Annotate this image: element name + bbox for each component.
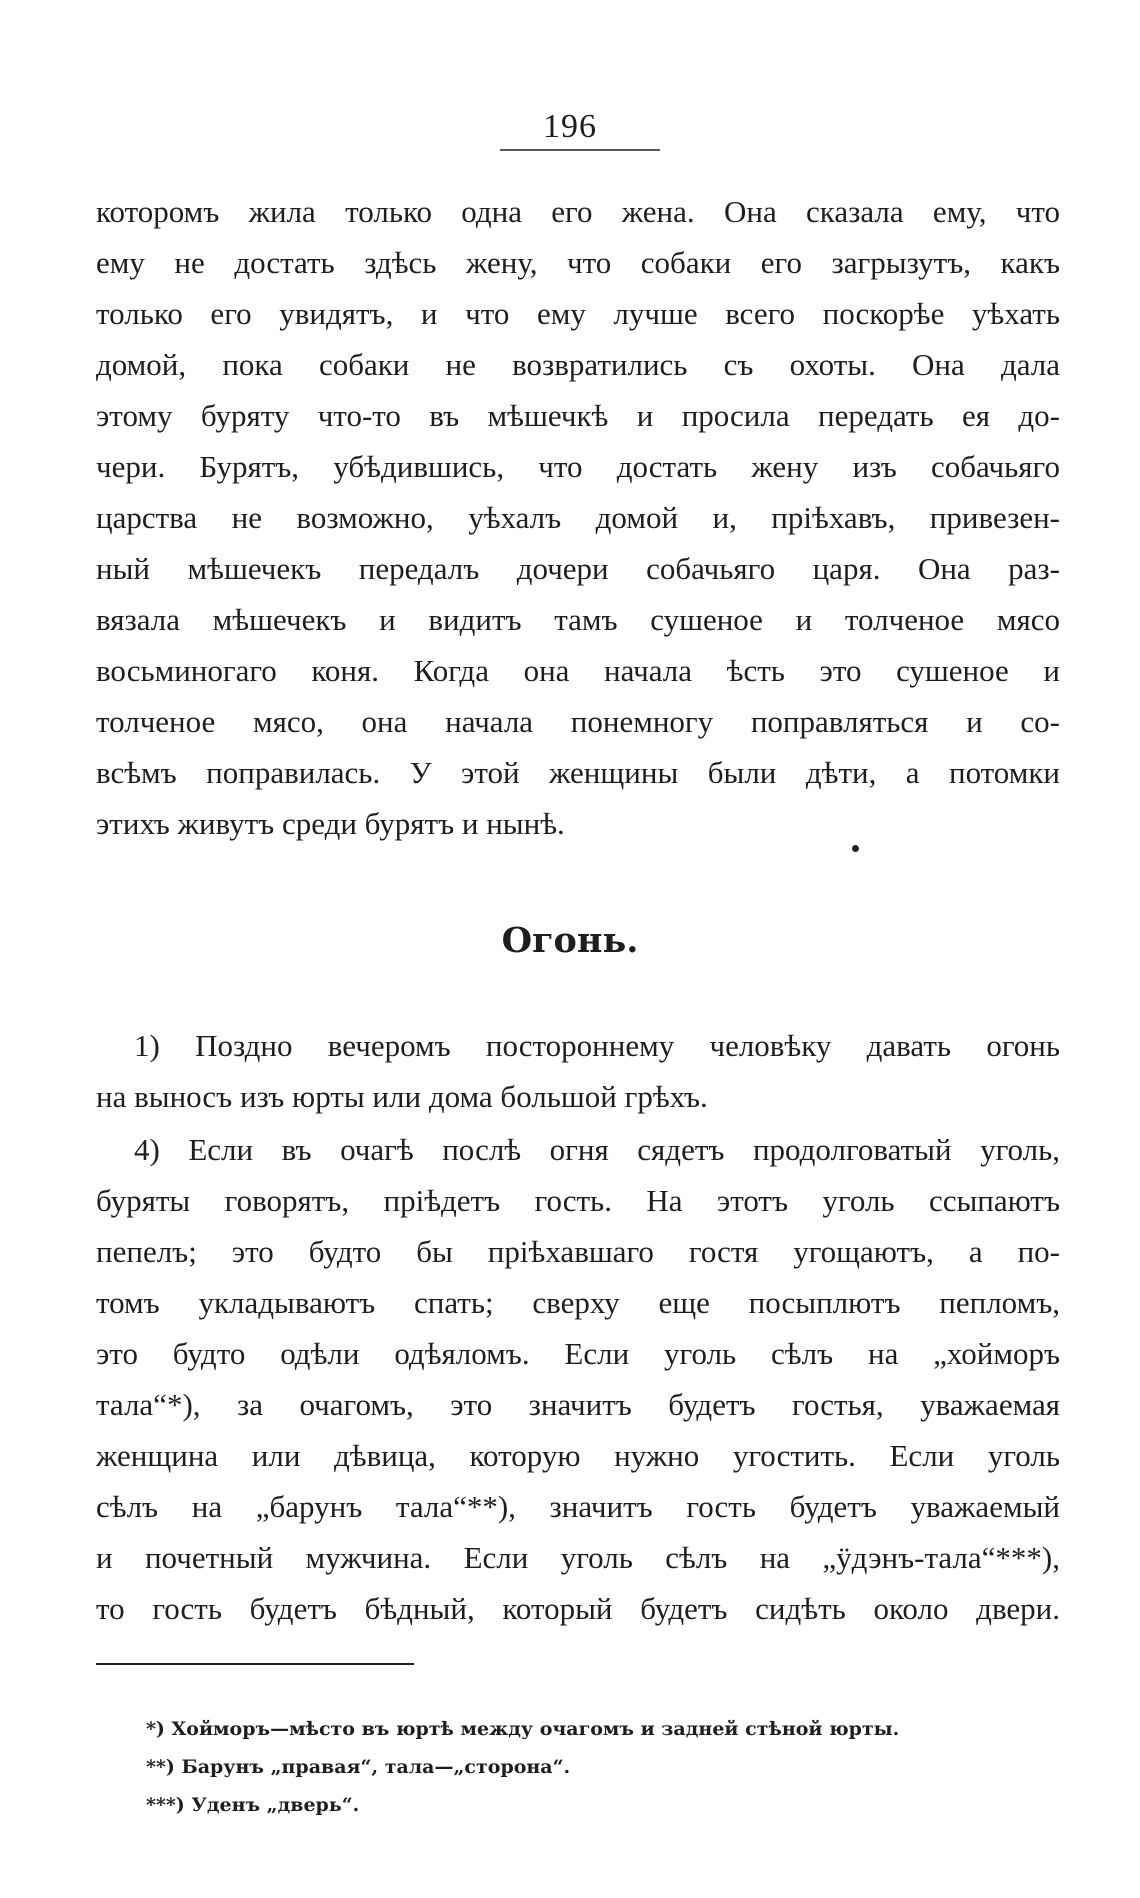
text-line: тала“*), за очагомъ, это значитъ будетъ гостья, уважаемая xyxy=(96,1387,1060,1422)
text-line: вязала мѣшечекъ и видитъ тамъ сушеное и толченое мясо xyxy=(96,602,1060,637)
text-line: толченое мясо, она начала понемногу поправляться и со- xyxy=(96,704,1060,739)
text-line: чери. Бурятъ, убѣдившись, что достать жену изъ собачьяго xyxy=(96,449,1060,484)
text-line: пепелъ; это будто бы пріѣхавшаго гостя угощаютъ, а по- xyxy=(96,1234,1060,1269)
paragraph-item-1 xyxy=(96,1020,1060,1122)
text-line: только его увидятъ, и что ему лучше всего поскорѣе уѣхать xyxy=(96,296,1060,331)
page-number-rule xyxy=(500,149,660,151)
text-line: этому буряту что-то въ мѣшечкѣ и просила передать ея до- xyxy=(96,398,1060,433)
footnotes xyxy=(146,1710,1046,1824)
text-line: восьминогаго коня. Когда она начала ѣсть это сушеное и xyxy=(96,653,1060,688)
text-line: царства не возможно, уѣхалъ домой и, пріѣхавъ, привезен- xyxy=(96,500,1060,535)
text-line: ный мѣшечекъ передалъ дочери собачьяго царя. Она раз- xyxy=(96,551,1060,586)
page-number: 196 xyxy=(543,108,597,145)
text-line: домой, пока собаки не возвратились съ охоты. Она дала xyxy=(96,347,1060,382)
text-line: женщина или дѣвица, которую нужно угостить. Если уголь xyxy=(96,1438,1060,1473)
paragraph-item-4 xyxy=(96,1124,1060,1634)
footnote-separator xyxy=(96,1663,414,1665)
text-line: буряты говорятъ, пріѣдетъ гость. На этотъ уголь ссыпаютъ xyxy=(96,1183,1060,1218)
text-line: это будто одѣли одѣяломъ. Если уголь сѣлъ на „хойморъ xyxy=(96,1336,1060,1371)
text-line: томъ укладываютъ спать; сверху еще посыплютъ пепломъ, xyxy=(96,1285,1060,1320)
text-line: 4) Если въ очагѣ послѣ огня сядетъ продолговатый уголь, xyxy=(134,1132,1060,1167)
footnote: *) Хойморъ—мѣсто въ юртѣ между очагомъ и задней стѣной юрты. xyxy=(146,1718,900,1740)
section-heading: Огонь. xyxy=(501,920,639,961)
text-line: и почетный мужчина. Если уголь сѣлъ на „ӱдэнъ-тала“***), xyxy=(96,1540,1060,1575)
footnote: ***) Уденъ „дверь“. xyxy=(146,1794,360,1816)
text-line: этихъ живутъ среди бурятъ и нынѣ. xyxy=(96,806,565,841)
text-line: 1) Поздно вечеромъ постороннему человѣку давать огонь xyxy=(134,1028,1060,1063)
text-line: то гость будетъ бѣдный, который будетъ сидѣть около двери. xyxy=(96,1591,1060,1626)
text-line: ему не достать здѣсь жену, что собаки его загрызутъ, какъ xyxy=(96,245,1060,280)
footnote: **) Барунъ „правая“, тала—„сторона“. xyxy=(146,1756,571,1778)
text-line: на выносъ изъ юрты или дома большой грѣхъ. xyxy=(96,1079,708,1114)
text-line: которомъ жила только одна его жена. Она сказала ему, что xyxy=(96,194,1060,229)
text-line: всѣмъ поправилась. У этой женщины были дѣти, а потомки xyxy=(96,755,1060,790)
text-line: сѣлъ на „барунъ тала“**), значитъ гость будетъ уважаемый xyxy=(96,1489,1060,1524)
paragraph-continuation xyxy=(96,186,1060,849)
print-speck xyxy=(852,845,859,852)
